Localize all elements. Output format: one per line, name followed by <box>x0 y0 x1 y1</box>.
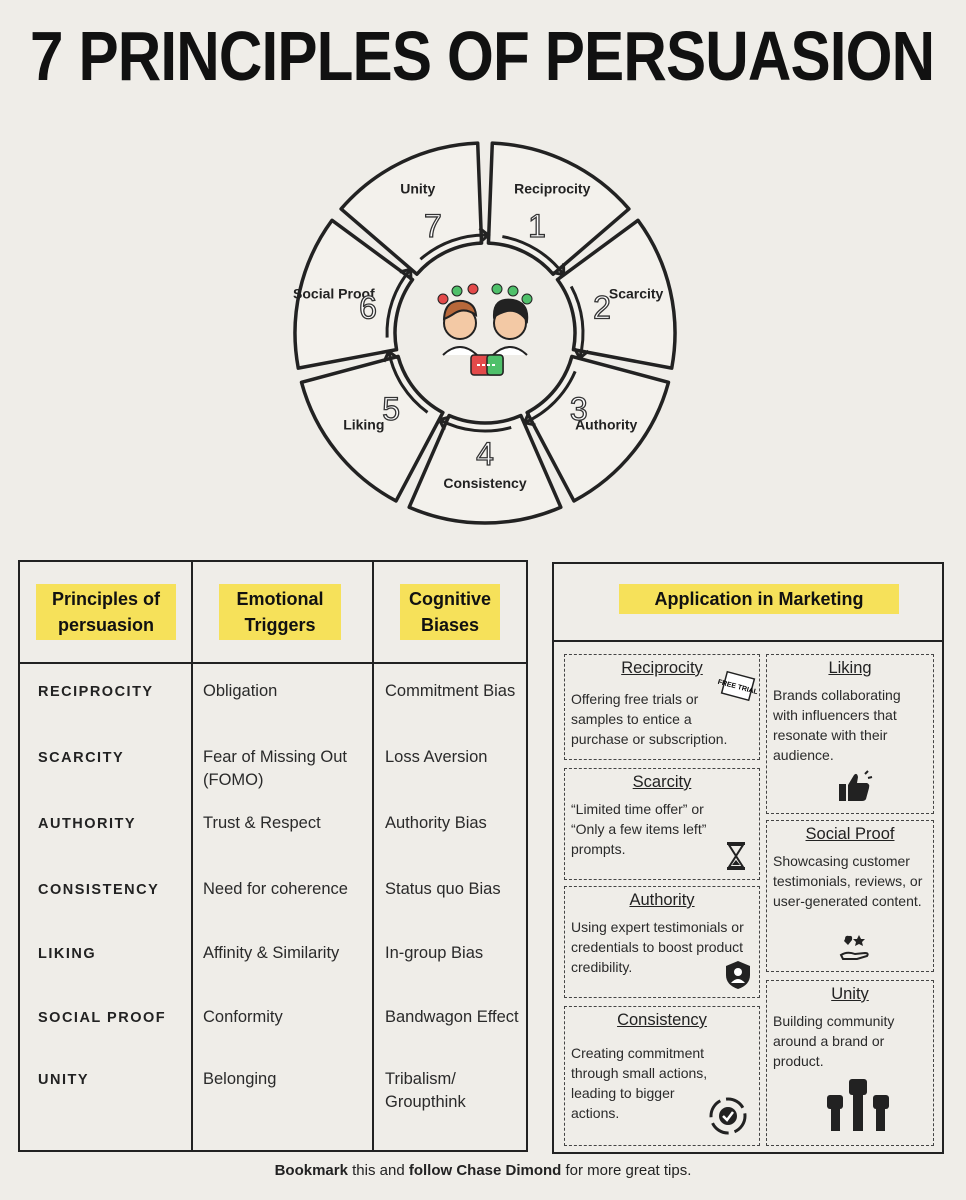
marketing-table <box>552 562 944 1154</box>
emotional-trigger-cell: Conformity <box>203 1008 283 1026</box>
wheel-segment-number: 4 <box>476 436 494 472</box>
footer-text: this and <box>347 1162 409 1179</box>
cycle-check-icon <box>707 1095 749 1137</box>
card-body: Showcasing customer testimonials, reviews, or user-generated content. <box>773 853 923 909</box>
principle-cell: CONSISTENCY <box>38 882 160 898</box>
principle-cell: SCARCITY <box>38 750 125 766</box>
card-body: Brands collaborating with influencers that resonate with their audience. <box>773 687 901 763</box>
card-consistency <box>564 1006 760 1146</box>
thumbs-up-icon <box>837 771 873 803</box>
cognitive-bias-cell: Loss Aversion <box>385 748 488 766</box>
principle-cell: SOCIAL PROOF <box>38 1010 167 1026</box>
shield-user-icon <box>723 959 753 991</box>
raised-fists-icon <box>823 1073 893 1133</box>
wheel-segment-label: Social Proof <box>293 285 375 302</box>
principles-table <box>18 560 528 1152</box>
wheel-segment-number: 7 <box>424 207 442 244</box>
table-row <box>20 942 526 1006</box>
footer-note <box>0 1162 966 1179</box>
two-people-conversation-icon <box>438 284 532 375</box>
emotional-trigger-cell: Belonging <box>203 1070 277 1088</box>
wheel-segment-label: Authority <box>575 416 638 433</box>
card-scarcity <box>564 768 760 880</box>
principle-cell: RECIPROCITY <box>38 684 154 700</box>
hand-hearts-icon <box>839 931 875 963</box>
card-title: Social Proof <box>805 825 895 843</box>
table-row <box>20 680 526 744</box>
cognitive-bias-cell: Tribalism/ Groupthink <box>385 1070 466 1111</box>
header-emotional-triggers: Emotional Triggers <box>219 584 341 640</box>
principle-cell: LIKING <box>38 946 97 962</box>
wheel-segment-label: Reciprocity <box>514 180 591 197</box>
cognitive-bias-cell: Status quo Bias <box>385 880 501 898</box>
hourglass-icon <box>725 841 749 871</box>
wheel-segment-label: Consistency <box>443 475 527 491</box>
card-body: Creating commitment through small actions, leading to bigger actions. <box>571 1045 708 1121</box>
table-row <box>20 1068 526 1132</box>
table-row <box>20 746 526 810</box>
cognitive-bias-cell: Bandwagon Effect <box>385 1008 519 1026</box>
card-reciprocity <box>564 654 760 760</box>
card-body: Building community around a brand or product. <box>773 1013 895 1069</box>
principle-cell: UNITY <box>38 1072 89 1088</box>
footer-text-end: for more great tips. <box>561 1162 692 1179</box>
card-title: Unity <box>831 985 869 1003</box>
persuasion-wheel <box>280 128 690 538</box>
cognitive-bias-cell: Authority Bias <box>385 814 487 832</box>
emotional-trigger-cell: Fear of Missing Out (FOMO) <box>203 748 347 789</box>
table-row <box>20 1006 526 1070</box>
emotional-trigger-cell: Affinity & Similarity <box>203 944 340 962</box>
wheel-segment-number: 3 <box>569 390 588 427</box>
card-body: Using expert testimonials or credentials to boost product credibility. <box>571 919 744 975</box>
header-cognitive-biases: Cognitive Biases <box>400 584 500 640</box>
card-title: Reciprocity <box>621 659 703 677</box>
footer-bookmark: Bookmark <box>274 1162 348 1179</box>
marketing-header-row <box>554 564 942 642</box>
header-application-in-marketing: Application in Marketing <box>619 584 899 614</box>
wheel-segment-number: 5 <box>382 390 401 427</box>
card-liking <box>766 654 934 814</box>
wheel-segment-label: Liking <box>343 416 385 433</box>
principle-cell: AUTHORITY <box>38 816 137 832</box>
free-trial-tag-icon <box>716 671 759 703</box>
card-title: Authority <box>629 891 695 909</box>
cognitive-bias-cell: Commitment Bias <box>385 682 516 700</box>
card-unity <box>766 980 934 1146</box>
card-title: Liking <box>828 659 872 677</box>
wheel-segment-number: 2 <box>593 289 611 326</box>
table-row <box>20 812 526 876</box>
wheel-segment-number: 1 <box>528 207 546 244</box>
card-title: Consistency <box>617 1011 707 1029</box>
free-trial-tag-text: FREE TRIAL <box>716 678 759 697</box>
card-title: Scarcity <box>632 773 692 791</box>
card-body: Offering free trials or samples to entice a purchase or subscription. <box>571 691 728 747</box>
table-row <box>20 878 526 942</box>
wheel-segments <box>293 143 675 523</box>
wheel-segment-label: Unity <box>400 180 436 197</box>
emotional-trigger-cell: Need for coherence <box>203 880 348 898</box>
wheel-segment-number: 6 <box>359 289 377 326</box>
header-principles: Principles of persuasion <box>36 584 176 640</box>
emotional-trigger-cell: Trust & Respect <box>203 814 321 832</box>
card-authority <box>564 886 760 998</box>
footer-follow-link[interactable]: follow Chase Dimond <box>408 1162 562 1179</box>
table-header <box>20 562 526 664</box>
page-title: 7 PRINCIPLES OF PERSUASION <box>30 17 935 95</box>
card-social-proof <box>766 820 934 972</box>
cognitive-bias-cell: In-group Bias <box>385 944 484 962</box>
card-body: “Limited time offer” or “Only a few items left” prompts. <box>571 801 707 857</box>
emotional-trigger-cell: Obligation <box>203 682 278 700</box>
wheel-segment-label: Scarcity <box>608 285 664 302</box>
